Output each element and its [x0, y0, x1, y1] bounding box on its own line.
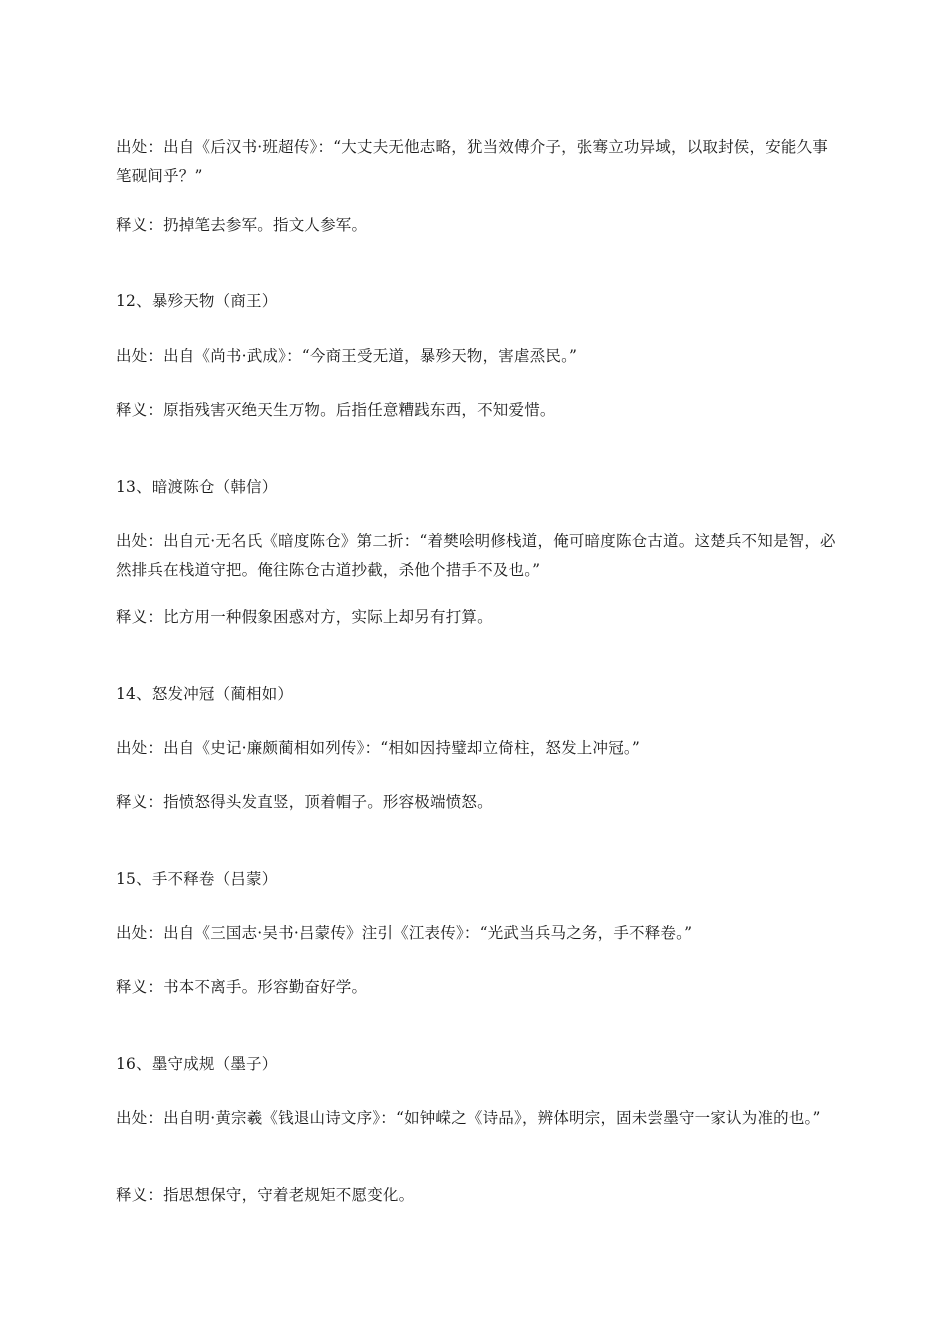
source-paragraph: 出处：出自明·黄宗羲《钱退山诗文序》：“如钟嵘之《诗品》，辨体明宗，固未尝墨守一家认为准的也。” — [116, 1109, 821, 1127]
meaning-paragraph: 释义：扔掉笔去参军。指文人参军。 — [116, 216, 368, 234]
source-paragraph: 出处：出自元·无名氏《暗度陈仓》第二折：“着樊哙明修栈道，俺可暗度陈仓古道。这楚兵不知是智，必然排兵在栈道守把。俺往陈仓古道抄截，杀他个措手不及也。” — [116, 532, 836, 579]
idiom-heading: 16、墨守成规（墨子） — [116, 1055, 278, 1073]
idiom-heading: 14、怒发冲冠（蔺相如） — [116, 685, 294, 703]
source-paragraph: 出处：出自《尚书·武成》：“今商王受无道，暴殄天物，害虐烝民。” — [116, 347, 578, 365]
meaning-paragraph: 释义：指愤怒得头发直竖，顶着帽子。形容极端愤怒。 — [116, 793, 493, 811]
meaning-paragraph: 释义：书本不离手。形容勤奋好学。 — [116, 978, 368, 996]
idiom-heading: 13、暗渡陈仓（韩信） — [116, 478, 278, 496]
meaning-paragraph: 释义：比方用一种假象困惑对方，实际上却另有打算。 — [116, 608, 493, 626]
source-paragraph: 出处：出自《三国志·吴书·吕蒙传》注引《江表传》：“光武当兵马之务，手不释卷。” — [116, 924, 693, 942]
meaning-paragraph: 释义：原指残害灭绝天生万物。后指任意糟践东西，不知爱惜。 — [116, 401, 556, 419]
source-paragraph: 出处：出自《史记·廉颇蔺相如列传》：“相如因持璧却立倚柱，怒发上冲冠。” — [116, 739, 640, 757]
source-paragraph: 出处：出自《后汉书·班超传》：“大丈夫无他志略，犹当效傅介子，张骞立功异域，以取封侯，安能久事笔砚间乎？” — [116, 138, 829, 185]
idiom-heading: 15、手不释卷（吕蒙） — [116, 870, 278, 888]
idiom-heading: 12、暴殄天物（商王） — [116, 292, 278, 310]
meaning-paragraph: 释义：指思想保守，守着老规矩不愿变化。 — [116, 1186, 415, 1204]
